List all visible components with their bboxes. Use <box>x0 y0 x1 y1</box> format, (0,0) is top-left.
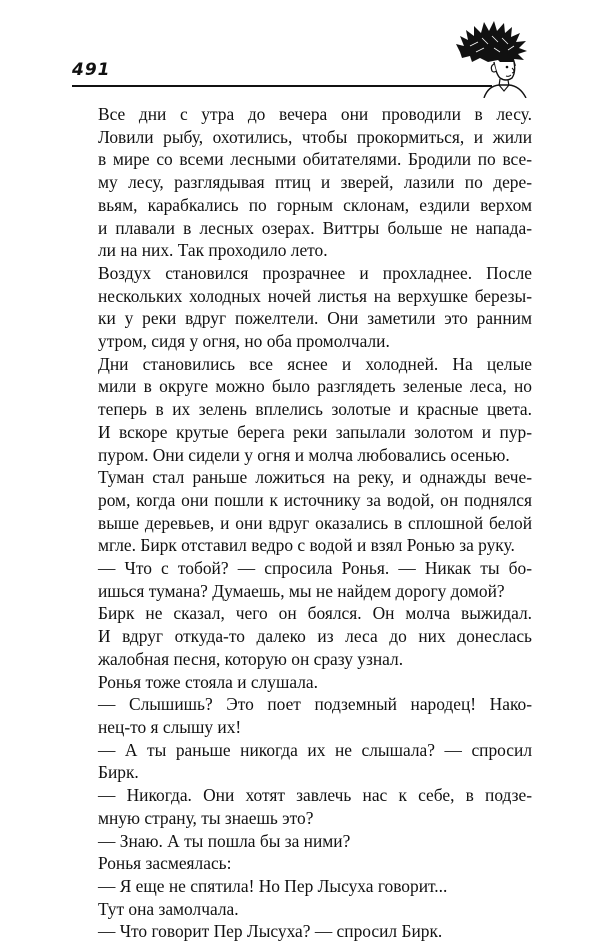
paragraph <box>72 784 532 829</box>
text-line: жалобная песня, которую он сразу узнал. <box>98 648 404 669</box>
page-number: 491 <box>72 60 111 80</box>
paragraph <box>72 898 532 921</box>
text-line: и плавали в лесных озерах. Виттры больше не напада- <box>98 217 532 238</box>
text-line: в мире со всеми лесными обитателями. Бродили по все- <box>98 149 532 170</box>
paragraph <box>72 602 532 670</box>
text-line: Все дни с утра до вечера они проводили в лесу. <box>98 104 532 124</box>
paragraph <box>72 103 532 262</box>
header-rule <box>72 85 492 87</box>
text-line: мили в округе можно было разглядеть зеленые леса, но <box>98 376 532 397</box>
paragraph <box>72 852 532 875</box>
text-line: — А ты раньше никогда их не слышала? — спросил <box>98 739 532 760</box>
text-line: ки у реки вдруг пожелтели. Они заметили это ранним <box>98 308 532 329</box>
text-line: пуром. Они сидели у огня и молча любовались осенью. <box>98 444 510 465</box>
paragraph <box>72 262 532 353</box>
text-line: мгле. Бирк отставил ведро с водой и взял Ронью за руку. <box>98 535 515 556</box>
boy-with-spiky-hair-illustration <box>454 18 530 98</box>
text-body <box>72 103 532 943</box>
text-line: вьям, карабкались по горным склонам, ездили верхом <box>98 194 532 215</box>
text-line: Дни становились все яснее и холодней. На целые <box>98 353 532 374</box>
text-line: теперь в их зелень вплелись золотые и красные цвета. <box>98 399 532 420</box>
text-line: — Я еще не спятила! Но Пер Лысуха говорит... <box>98 875 448 896</box>
page-header <box>72 18 528 98</box>
text-line: ишься тумана? Думаешь, мы не найдем дорогу домой? <box>98 580 505 601</box>
text-line: Ловили рыбу, охотились, чтобы прокормиться, и жили <box>98 126 532 147</box>
text-line: — Знаю. А ты пошла бы за ними? <box>98 830 351 851</box>
text-line: мную страну, ты знаешь это? <box>98 807 314 828</box>
paragraph <box>72 875 532 898</box>
text-line: утром, сидя у огня, но оба промолчали. <box>98 331 390 352</box>
text-line: Воздух становился прозрачнее и прохладнее. После <box>98 262 532 283</box>
paragraph <box>72 671 532 694</box>
text-line: нескольких холодных ночей листья на верхушке березы- <box>98 285 532 306</box>
text-line: выше деревьев, и они вдруг оказались в сплошной белой <box>98 512 532 533</box>
paragraph <box>72 739 532 784</box>
text-line: Ронья тоже стояла и слушала. <box>98 671 318 692</box>
text-line: му лесу, разглядывая птиц и зверей, лазили по дере- <box>98 172 532 193</box>
paragraph <box>72 830 532 853</box>
text-line: И вдруг откуда-то далеко из леса до них донеслась <box>98 626 532 647</box>
text-line: И вскоре крутые берега реки запылали золотом и пур- <box>98 421 532 442</box>
text-line: — Слышишь? Это поет подземный народец! Нако- <box>98 694 532 715</box>
paragraph <box>72 353 532 467</box>
text-line: Ронья засмеялась: <box>98 853 232 874</box>
text-line: ли на них. Так проходило лето. <box>98 240 328 261</box>
paragraph <box>72 557 532 602</box>
text-line: Бирк. <box>98 762 139 783</box>
text-line: — Что говорит Пер Лысуха? — спросил Бирк. <box>98 921 443 942</box>
text-line: — Что с тобой? — спросила Ронья. — Никак ты бо- <box>98 558 532 579</box>
text-line: — Никогда. Они хотят завлечь нас к себе, в подзе- <box>98 785 532 806</box>
paragraph <box>72 466 532 557</box>
text-line: нец-то я слышу их! <box>98 716 242 737</box>
paragraph <box>72 693 532 738</box>
text-line: ром, когда они пошли к источнику за водой, он поднялся <box>98 489 532 510</box>
text-line: Туман стал раньше ложиться на реку, и однажды вече- <box>98 467 532 488</box>
text-line: Бирк не сказал, чего он боялся. Он молча выжидал. <box>98 603 532 624</box>
text-line: Тут она замолчала. <box>98 898 239 919</box>
